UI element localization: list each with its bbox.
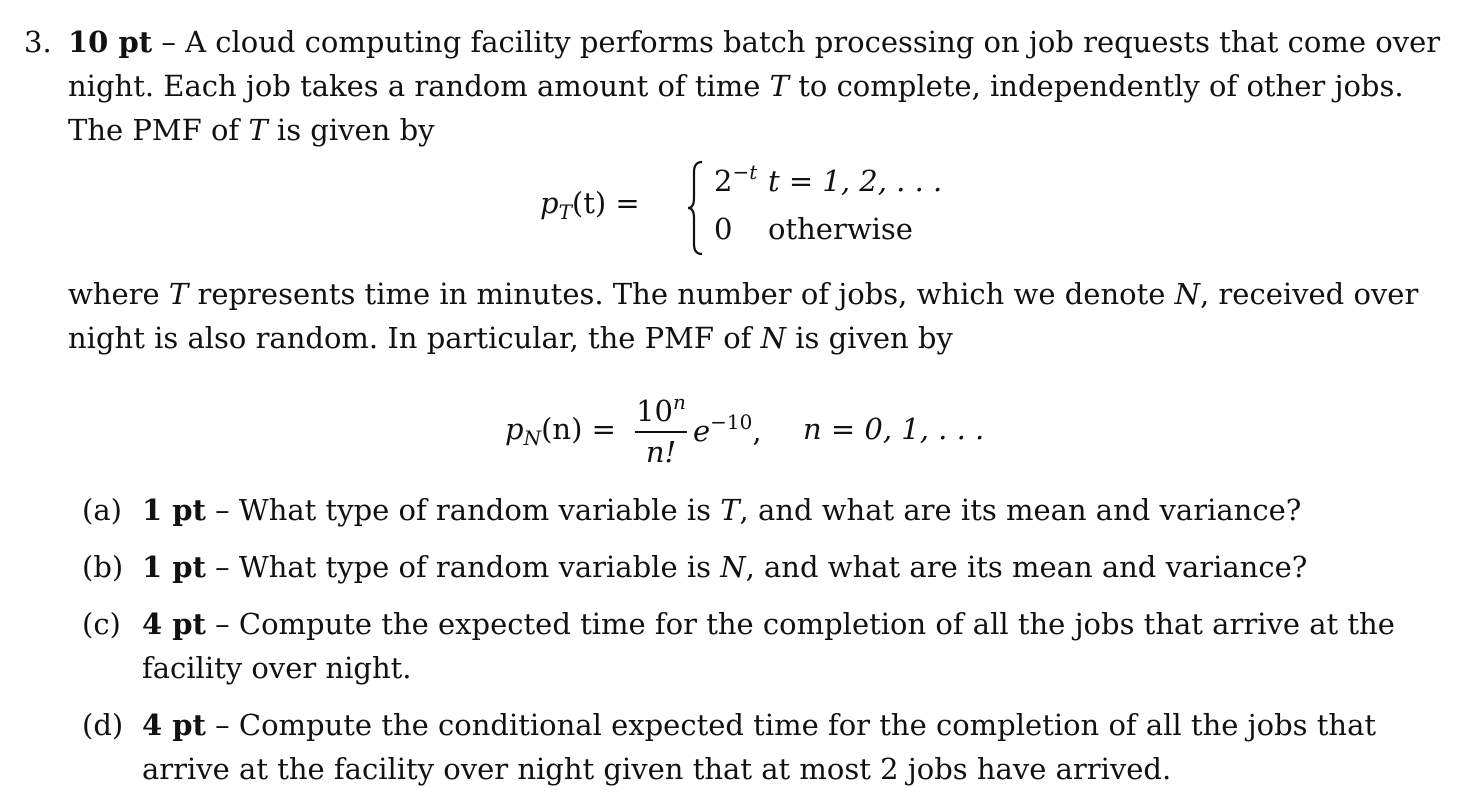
part-points: 4 pt	[142, 607, 206, 641]
part-d-line-2: arrive at the facility over night given that at most 2 jobs have arrived.	[142, 752, 1172, 786]
equation-pmf-N	[505, 384, 985, 469]
equation-pmf-T	[540, 158, 960, 258]
eq2-exponential: $e^{-10}$,	[693, 410, 762, 448]
eq1-case2-value: 0	[714, 212, 733, 246]
intro-line-3	[68, 108, 1409, 152]
part-label: (a)	[82, 493, 122, 527]
eq1-arg: (t) =	[571, 186, 640, 220]
eq2-fraction	[635, 384, 687, 469]
eq1-lhs: $p_T(t)$ =	[540, 186, 640, 224]
part-b-text: 1 pt – What type of random variable is N, and what are its mean and variance?	[142, 550, 1308, 584]
problem-intro	[68, 20, 1441, 152]
eq1-case1-value: $2^{-t}$	[714, 160, 758, 198]
left-brace-icon	[686, 160, 706, 256]
part-label: (c)	[82, 607, 121, 641]
intro-text-1: A cloud computing facility performs batch processing on job requests that come over	[185, 25, 1441, 59]
intro-text-2a: night. Each job takes a random amount of time	[68, 69, 770, 103]
eq1-case1-exp: −t	[732, 160, 758, 184]
problem-number: 3.	[24, 25, 52, 59]
part-label: (b)	[82, 550, 124, 584]
fraction-bar	[635, 431, 687, 433]
eq1-case2-condition: otherwise	[768, 212, 913, 246]
part-a	[82, 488, 1412, 532]
intro-line-1	[68, 20, 1441, 64]
part-d-line-1: 4 pt – Compute the conditional expected time for the completion of all the jobs that	[142, 708, 1377, 742]
var-N: N	[1174, 277, 1200, 311]
part-c	[82, 602, 1412, 690]
eq2-numerator: 10$^n$	[636, 390, 686, 428]
var-T: T	[248, 113, 268, 147]
eq2-arg: (n) =	[541, 412, 616, 446]
paragraph-2	[68, 272, 1419, 360]
part-points: 1 pt	[142, 550, 206, 584]
part-c-line-2: facility over night.	[142, 651, 412, 685]
eq1-case1-condition: t = 1, 2, . . .	[768, 164, 943, 198]
eq2-lhs: $p_N(n)$ =	[505, 412, 616, 450]
part-points: 4 pt	[142, 708, 206, 742]
eq2-condition: n = 0, 1, . . .	[803, 412, 985, 446]
part-points: 1 pt	[142, 493, 206, 527]
part-b	[82, 545, 1412, 589]
intro-line-2	[68, 64, 1409, 108]
dash: –	[161, 25, 176, 59]
var-N: N	[760, 321, 786, 355]
para2-line-2: night is also random. In particular, the PMF of N is given by	[68, 321, 953, 355]
sub-questions	[82, 488, 1412, 791]
problem-points: 10 pt	[68, 25, 153, 59]
eq2-denominator: n!	[645, 435, 677, 469]
part-a-text: 1 pt – What type of random variable is T, and what are its mean and variance?	[142, 493, 1302, 527]
part-c-line-1: 4 pt – Compute the expected time for the completion of all the jobs that arrive at the	[142, 607, 1395, 641]
var-T: T	[168, 277, 189, 311]
part-label: (d)	[82, 708, 124, 742]
intro-text-3a: The PMF of	[68, 113, 249, 147]
intro-text-2b: to complete, independently of other jobs.	[789, 69, 1404, 103]
intro-text-3b: is given by	[267, 113, 435, 147]
var-T: T	[769, 69, 790, 103]
para2-line-1: where T represents time in minutes. The number of jobs, which we denote N, received over	[68, 277, 1419, 311]
problem-3	[24, 20, 1441, 152]
part-d	[82, 703, 1412, 791]
